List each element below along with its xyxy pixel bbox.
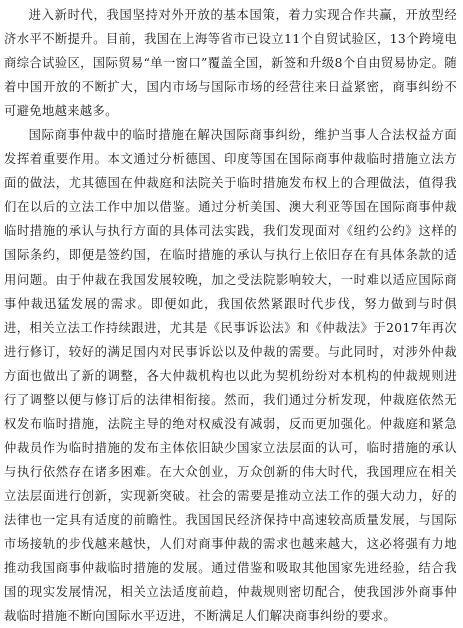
- paragraph-intro: 进入新时代，我国坚持对外开放的基本国策，着力实现合作共赢，开放型经济水平不断提升。目前，我国在上海等省市已设立11个自贸试验区，13个跨境电商综合试验区，国际贸易“单一窗口”覆盖全国，新签和升级8个自由贸易协定。随着中国开放的不断扩大，国内市场与国际市场的经营往来日益紧密，商事纠纷不可避免地越来越多。: [4, 8, 457, 119]
- document-body: [4, 3, 457, 628]
- paragraph-main: 国际商事仲裁中的临时措施在解决国际商事纠纷，维护当事人合法权益方面发挥着重要作用。本文通过分析德国、印度等国在国际商事仲裁临时措施立法方面的做法，尤其德国在仲裁庭和法院关于临时措施发布权上的合理做法，值得我们在以后的立法工作中加以借鉴。通过分析美国、澳大利亚等国在国际商事仲裁临时措施的承认与执行方面的具体司法实践，我们发现面对《纽约公约》这样的国际条约，即便是签约国，在临时措施的承认与执行上依旧存在有具体条款的适用问题。由于仲裁在我国发展较晚，加之受法院影响较大，一时难以适应国际商事仲裁迅猛发展的需求。即便如此，我国依然紧跟时代步伐，努力做到与时俱进，相关立法工作持续跟进，尤其是《民事诉讼法》和《仲裁法》于2017年再次进行修订，较好的满足国内对民事诉讼以及仲裁的需要。与此同时，对涉外仲裁方面也做出了新的调整，各大仲裁机构也以此为契机纷纷对本机构的仲裁规则进行了调整以便与修订后的法律相衔接。然而，我们通过分析发现，仲裁庭依然无权发布临时措施，法院主导的绝对权威没有减弱，反而更加强化。仲裁庭和紧急仲裁员作为临时措施的发布主体依旧缺少国家立法层面的认可，临时措施的承认与执行依然存在诸多困难。在大众创业，万众创新的伟大时代，我国理应在相关立法层面进行创新，实现新突破。社会的需要是推动立法工作的强大动力，好的法律也一定具有适度的前瞻性。我国国民经济保持中高速较高质量发展，与国际市场接轨的步伐越来越快，人们对商事仲裁的需求也越来越大，这必将强有力地推动我国商事仲裁临时措施的发展。通过借鉴和吸取其他国家先进经验，结合我国的现实发展情况，相关立法适度前趋，仲裁规则密切配合，使我国涉外商事仲裁临时措施不断向国际水平迈进，不断满足人们解决商事纠纷的要求。: [4, 128, 457, 624]
